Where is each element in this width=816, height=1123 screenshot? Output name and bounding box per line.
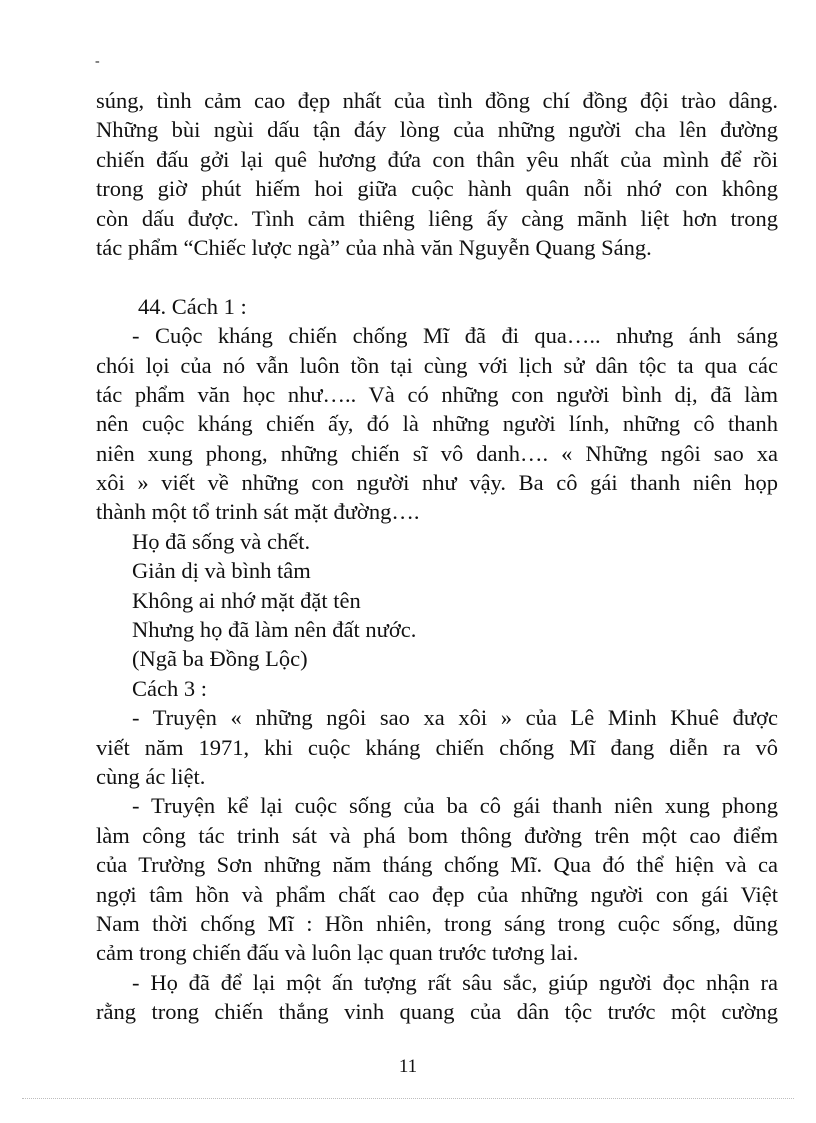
text-line: làm công tác trinh sát và phá bom thông đường trên một cao điểm xyxy=(96,822,778,848)
poem-line: Họ đã sống và chết. xyxy=(132,528,311,554)
text-line: súng, tình cảm cao đẹp nhất của tình đồng chí đồng đội trào dâng. xyxy=(96,88,778,113)
text-line: niên xung phong, những chiến sĩ vô danh…. « Những ngôi sao xa xyxy=(96,440,778,466)
page-number: 11 xyxy=(398,1056,418,1077)
blank-line xyxy=(96,262,778,291)
text-line: trong giờ phút hiếm hoi giữa cuộc hành quân nỗi nhớ con không xyxy=(96,176,778,202)
text-line: - Truyện kể lại cuộc sống của ba cô gái thanh niên xung phong xyxy=(132,793,778,819)
text-line: - Họ đã để lại một ấn tượng rất sâu sắc, giúp người đọc nhận ra xyxy=(132,969,778,995)
text-line: chói lọi của nó vẫn luôn tồn tại cùng với lịch sử dân tộc ta qua các xyxy=(96,352,778,378)
poem-source: (Ngã ba Đồng Lộc) xyxy=(132,646,308,672)
text-line: thành một tổ trinh sát mặt đường…. xyxy=(96,499,420,525)
text-line: ngợi tâm hồn và phẩm chất cao đẹp của những người con gái Việt xyxy=(96,881,778,907)
top-dash-mark: - xyxy=(95,54,100,69)
text-line: tác phẩm “Chiếc lược ngà” của nhà văn Nguyễn Quang Sáng. xyxy=(96,234,652,260)
text-line: nên cuộc kháng chiến ấy, đó là những người lính, những cô thanh xyxy=(96,411,778,437)
text-line: rằng trong chiến thắng vinh quang của dân tộc trước một cường xyxy=(96,999,778,1025)
poem-line: Giản dị và bình tâm xyxy=(132,558,311,584)
text-line: xôi » viết về những con người như vậy. Ba cô gái thanh niên họp xyxy=(96,470,778,496)
text-line: - Truyện « những ngôi sao xa xôi » của Lê Minh Khuê được xyxy=(132,705,778,731)
text-line: cảm trong chiến đấu và luôn lạc quan trước tương lai. xyxy=(96,940,579,966)
text-line: chiến đấu gởi lại quê hương đứa con thân yêu nhất của mình để rồi xyxy=(96,146,778,172)
text-line: tác phẩm văn học như….. Và có những con người bình dị, đã làm xyxy=(96,381,778,407)
body-text xyxy=(96,86,778,1027)
text-line: còn dấu được. Tình cảm thiêng liêng ấy càng mãnh liệt hơn trong xyxy=(96,205,778,231)
poem-line: Nhưng họ đã làm nên đất nước. xyxy=(132,617,417,643)
text-line: cùng ác liệt. xyxy=(96,763,206,789)
bottom-dotted-rule xyxy=(22,1098,794,1099)
poem-line: Không ai nhớ mặt đặt tên xyxy=(132,587,361,613)
text-line: - Cuộc kháng chiến chống Mĩ đã đi qua….. nhưng ánh sáng xyxy=(132,323,778,349)
text-line: Nam thời chống Mĩ : Hồn nhiên, trong sáng trong cuộc sống, dũng xyxy=(96,910,778,936)
section-heading: 44. Cách 1 : xyxy=(138,293,247,319)
text-line: viết năm 1971, khi cuộc kháng chiến chống Mĩ đang diễn ra vô xyxy=(96,734,778,760)
section-heading: Cách 3 : xyxy=(132,675,207,701)
text-line: của Trường Sơn những năm tháng chống Mĩ. Qua đó thể hiện và ca xyxy=(96,852,778,878)
text-line: Những bùi ngùi dấu tận đáy lòng của những người cha lên đường xyxy=(96,117,778,143)
